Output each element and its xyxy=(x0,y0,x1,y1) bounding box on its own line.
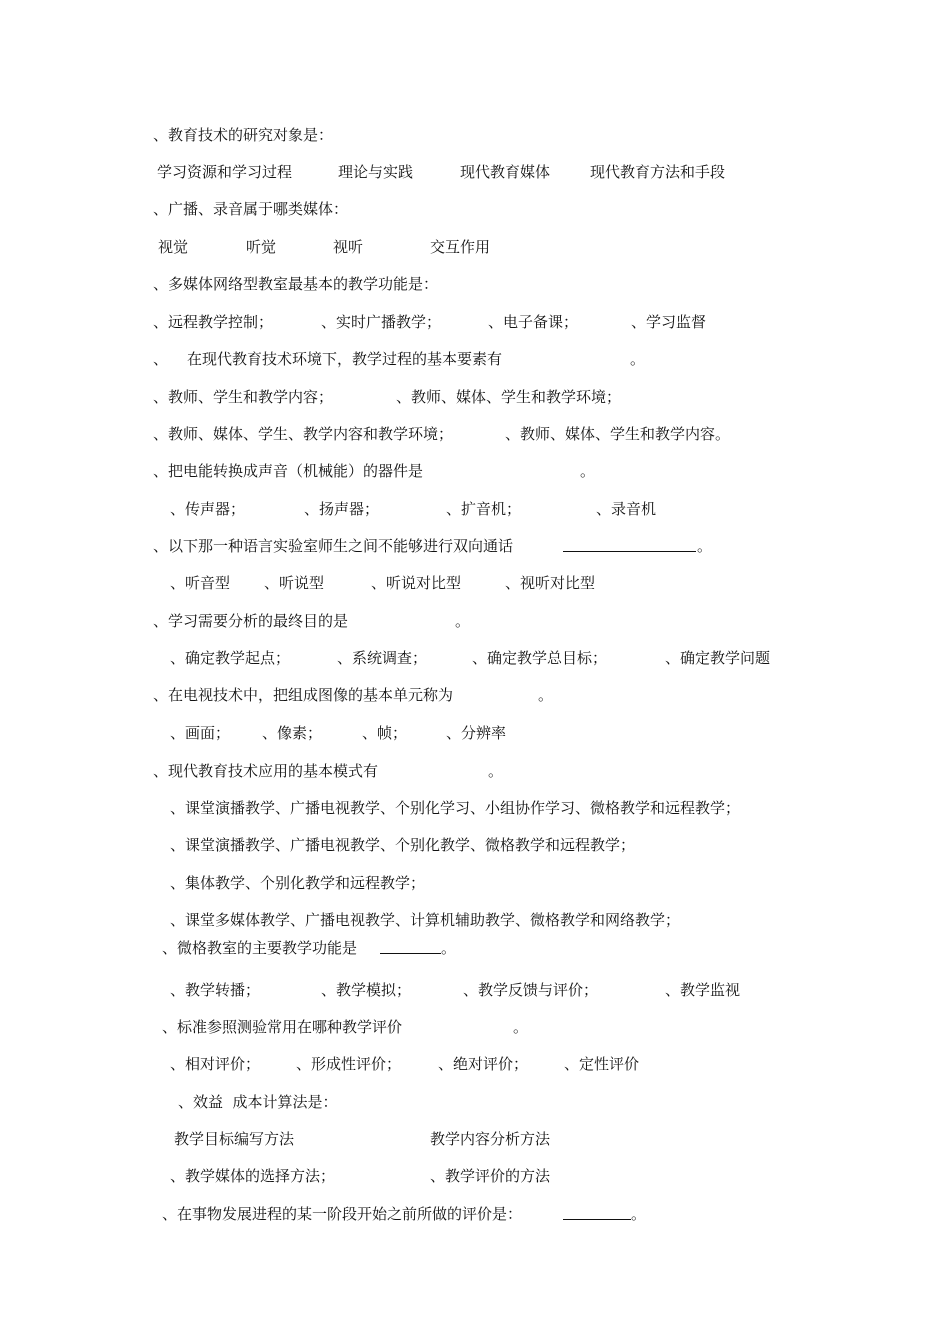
option-d: 、课堂多媒体教学、广播电视教学、计算机辅助教学、微格教学和网络教学； xyxy=(170,911,681,929)
option-b: 、教师、媒体、学生和教学环境； xyxy=(396,388,622,406)
question-stem: 、多媒体网络型教室最基本的教学功能是： xyxy=(153,275,439,293)
stem-end: 。 xyxy=(580,462,596,480)
option-d: 交互作用 xyxy=(430,238,491,256)
option-c: 、教师、媒体、学生、教学内容和教学环境； xyxy=(153,425,454,443)
question-stem: 、在事物发展进程的某一阶段开始之前所做的评价是： xyxy=(162,1205,523,1223)
option-b: 、课堂演播教学、广播电视教学、个别化教学、微格教学和远程教学； xyxy=(170,836,636,854)
option-d: 现代教育方法和手段 xyxy=(590,163,726,181)
option-a: 、确定教学起点； xyxy=(170,649,291,667)
option-d: 、教师、媒体、学生和教学内容。 xyxy=(505,425,731,443)
question-stem: 在现代教育技术环境下，教学过程的基本要素有 xyxy=(187,350,503,368)
question-stem: 、标准参照测验常用在哪种教学评价 xyxy=(162,1018,403,1036)
option-a: 、相对评价； xyxy=(170,1055,261,1073)
option-c: 、绝对评价； xyxy=(438,1055,529,1073)
question-stem: 、以下那一种语言实验室师生之间不能够进行双向通话 xyxy=(153,537,514,555)
answer-blank xyxy=(380,939,441,958)
option-a: 教学目标编写方法 xyxy=(174,1130,295,1148)
option-c: 视听 xyxy=(333,238,364,256)
question-stem: 、把电能转换成声音（机械能）的器件是 xyxy=(153,462,424,480)
option-a: 、传声器； xyxy=(170,500,246,518)
question-stem: 、在电视技术中，把组成图像的基本单元称为 xyxy=(153,686,454,704)
option-a: 、教学转播； xyxy=(170,981,261,999)
stem-end: 。 xyxy=(455,612,471,630)
option-d: 、教学评价的方法 xyxy=(430,1167,551,1185)
option-b: 、像素； xyxy=(262,724,323,742)
option-d: 、分辨率 xyxy=(446,724,507,742)
stem-end: 。 xyxy=(697,537,713,555)
stem-end: 。 xyxy=(513,1018,529,1036)
option-a: 、教师、学生和教学内容； xyxy=(153,388,334,406)
answer-blank xyxy=(563,1205,631,1224)
question-stem: 、现代教育技术应用的基本模式有 xyxy=(153,762,379,780)
stem-end: 。 xyxy=(441,939,457,957)
option-c: 、帧； xyxy=(362,724,408,742)
stem-end: 。 xyxy=(538,686,554,704)
stem-end: 。 xyxy=(631,1205,647,1223)
option-b: 理论与实践 xyxy=(338,163,414,181)
option-c: 现代教育媒体 xyxy=(460,163,551,181)
option-b: 、系统调查； xyxy=(337,649,428,667)
option-b: 、形成性评价； xyxy=(296,1055,402,1073)
question-stem: 、广播、录音属于哪类媒体： xyxy=(153,200,349,218)
option-a: 视觉 xyxy=(158,238,189,256)
question-stem: 、教育技术的研究对象是： xyxy=(153,126,334,144)
option-d: 、确定教学问题 xyxy=(665,649,771,667)
answer-blank xyxy=(563,537,696,556)
option-b: 、听说型 xyxy=(264,574,325,592)
option-b: 、实时广播教学； xyxy=(321,313,442,331)
option-b: 教学内容分析方法 xyxy=(430,1130,551,1148)
option-c: 、扩音机； xyxy=(446,500,522,518)
option-a: 、远程教学控制； xyxy=(153,313,274,331)
stem-end: 。 xyxy=(488,762,504,780)
option-c: 、教学媒体的选择方法； xyxy=(170,1167,336,1185)
option-c: 、教学反馈与评价； xyxy=(463,981,599,999)
option-c: 、电子备课； xyxy=(488,313,579,331)
option-c: 、听说对比型 xyxy=(371,574,462,592)
question-stem: 、微格教室的主要教学功能是 xyxy=(162,939,358,957)
option-d: 、视听对比型 xyxy=(505,574,596,592)
option-a: 、画面； xyxy=(170,724,231,742)
option-a: 、听音型 xyxy=(170,574,231,592)
question-stem: 、效益 成本计算法是： xyxy=(178,1093,338,1111)
option-b: 、扬声器； xyxy=(304,500,380,518)
option-a: 学习资源和学习过程 xyxy=(157,163,293,181)
option-d: 、学习监督 xyxy=(631,313,707,331)
option-d: 、录音机 xyxy=(596,500,657,518)
option-d: 、定性评价 xyxy=(564,1055,640,1073)
option-b: 听觉 xyxy=(246,238,277,256)
option-a: 、课堂演播教学、广播电视教学、个别化学习、小组协作学习、微格教学和远程教学； xyxy=(170,799,741,817)
option-c: 、集体教学、个别化教学和远程教学； xyxy=(170,874,426,892)
question-stem: 、学习需要分析的最终目的是 xyxy=(153,612,349,630)
option-c: 、确定教学总目标； xyxy=(472,649,608,667)
stem-end: 。 xyxy=(630,350,646,368)
question-number-mark: 、 xyxy=(153,350,169,368)
option-d: 、教学监视 xyxy=(665,981,741,999)
option-b: 、教学模拟； xyxy=(321,981,412,999)
